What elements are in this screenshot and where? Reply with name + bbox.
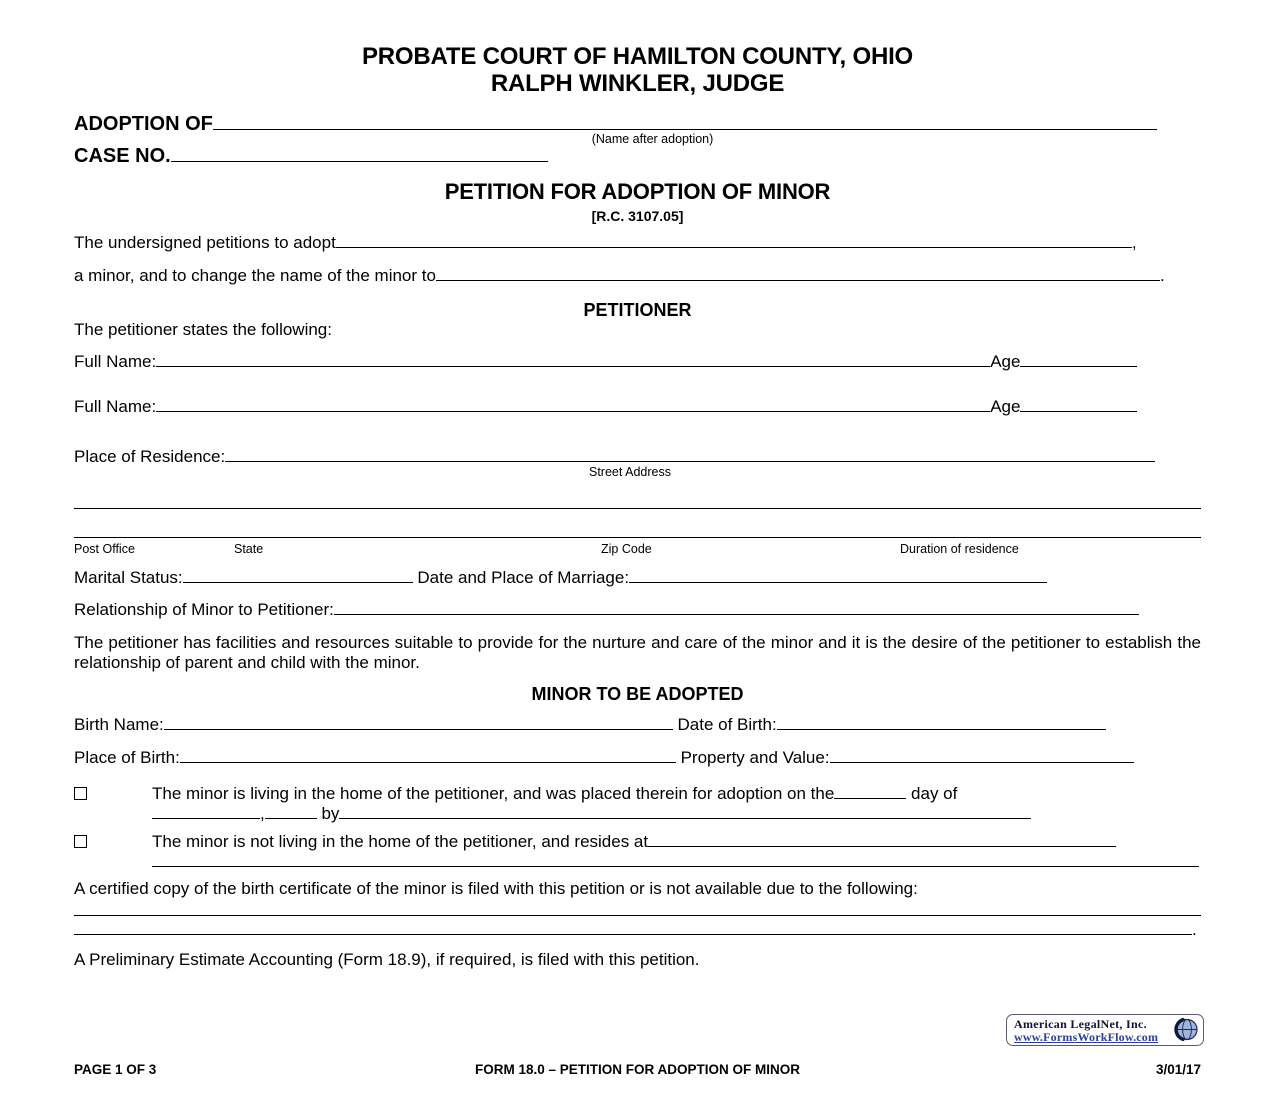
relationship-field[interactable] (334, 600, 1139, 615)
logo-website-url[interactable]: www.FormsWorkFlow.com (1014, 1030, 1159, 1044)
checkbox-not-living-label: The minor is not living in the home of the petitioner, and resides at (152, 832, 649, 851)
footer-date: 3/01/17 (1155, 1062, 1201, 1077)
address-line-3-rule[interactable] (74, 537, 1201, 538)
age-label-2: Age (990, 397, 1021, 416)
day-field[interactable] (834, 784, 906, 799)
marital-status-label: Marital Status: (74, 568, 183, 587)
marriage-field[interactable] (629, 568, 1047, 583)
resides-at-field-line1[interactable] (648, 832, 1116, 847)
relationship-label: Relationship of Minor to Petitioner: (74, 600, 334, 619)
american-legalnet-logo (1006, 1014, 1204, 1046)
property-value-label: Property and Value: (680, 748, 830, 767)
checkbox-living-part3: , (260, 804, 265, 824)
address-line-2-rule[interactable] (74, 508, 1201, 509)
caption-duration: Duration of residence (900, 542, 1019, 556)
court-header (74, 0, 1201, 98)
address-captions-row (74, 542, 1201, 556)
checkbox-living-part2: day of (911, 784, 958, 803)
full-name-field-2[interactable] (156, 397, 990, 412)
judge-name-line: RALPH WINKLER, JUDGE (490, 69, 785, 97)
caption-state: State (234, 542, 264, 556)
petitioner-section-title: PETITIONER (583, 300, 692, 320)
case-no-label: CASE NO. (74, 145, 171, 167)
name-after-adoption-note: (Name after adoption) (591, 132, 714, 146)
age-field-2[interactable] (1020, 397, 1137, 412)
petitions-to-adopt-label: The undersigned petitions to adopt (74, 233, 336, 252)
document-content (74, 0, 1201, 1100)
new-name-field[interactable] (436, 266, 1160, 281)
year-field[interactable] (265, 804, 317, 819)
states-following-row (74, 320, 1201, 340)
birth-certificate-row (74, 879, 1201, 899)
checkbox-row-not-living[interactable] (74, 832, 1201, 872)
checkbox-living-part4: by (321, 804, 340, 824)
facilities-paragraph-row (74, 633, 1201, 672)
full-name-row-2 (74, 397, 1201, 417)
place-of-birth-row (74, 748, 1201, 768)
logo-company-name: American LegalNet, Inc. (1014, 1017, 1147, 1031)
minor-section-title: MINOR TO BE ADOPTED (531, 684, 744, 704)
full-name-label-2: Full Name: (74, 397, 157, 416)
street-address-note: Street Address (589, 465, 671, 479)
checkbox-living-text (152, 784, 1201, 824)
checkbox-not-living-icon[interactable] (74, 835, 87, 848)
property-value-field[interactable] (830, 748, 1134, 763)
checkbox-row-living[interactable] (74, 784, 1201, 824)
court-name-line: PROBATE COURT OF HAMILTON COUNTY, OHIO (361, 43, 914, 70)
address-line-3[interactable] (74, 537, 1201, 538)
place-of-birth-field[interactable] (180, 748, 676, 763)
resides-at-field-line2[interactable] (152, 852, 1199, 867)
document-citation: [R.C. 3107.05] (591, 208, 684, 224)
place-of-birth-label: Place of Birth: (74, 748, 180, 767)
date-of-birth-label: Date of Birth: (677, 715, 777, 734)
month-field[interactable] (152, 804, 260, 819)
checkbox-living-icon[interactable] (74, 787, 87, 800)
adoption-of-field[interactable] (213, 115, 1157, 130)
date-of-birth-field[interactable] (777, 715, 1106, 730)
case-no-field[interactable] (171, 147, 548, 162)
change-name-label: a minor, and to change the name of the minor to (74, 266, 436, 285)
address-line-2[interactable] (74, 508, 1201, 509)
closing-blank-line-2-rule[interactable] (74, 920, 1192, 935)
document-title-block (74, 179, 1201, 224)
closing-blank-line-1[interactable] (74, 915, 1201, 916)
document-title: PETITION FOR ADOPTION OF MINOR (444, 179, 831, 204)
states-following-label: The petitioner states the following: (74, 320, 332, 339)
age-label-1: Age (990, 352, 1021, 371)
adoption-of-label: ADOPTION OF (74, 113, 213, 135)
caption-zip-code: Zip Code (601, 542, 652, 556)
full-name-label-1: Full Name: (74, 352, 157, 371)
preliminary-estimate-text: A Preliminary Estimate Accounting (Form 18.9), if required, is filed with this petition. (74, 950, 700, 969)
full-name-row-1 (74, 352, 1201, 372)
age-field-1[interactable] (1020, 352, 1137, 367)
checkbox-not-living-text (152, 832, 1201, 872)
place-of-residence-row (74, 447, 1201, 467)
change-name-row (74, 266, 1201, 286)
marital-status-row (74, 568, 1201, 588)
birth-name-label: Birth Name: (74, 715, 164, 734)
name-after-adoption-note-row (74, 133, 1201, 146)
footer-page-number: PAGE 1 OF 3 (74, 1062, 157, 1077)
closing-blank-line-2 (74, 920, 1201, 940)
marriage-label: Date and Place of Marriage: (417, 568, 630, 587)
street-address-field[interactable] (225, 447, 1155, 462)
facilities-paragraph: The petitioner has facilities and resources suitable to provide for the nurture and care of the minor and it is the desire of the petitioner to establish the relationship of parent and child with the minor. (74, 633, 1201, 672)
marital-status-field[interactable] (183, 568, 413, 583)
minor-section-title-row (74, 684, 1201, 705)
street-address-note-row (74, 466, 1201, 479)
birth-name-field[interactable] (164, 715, 673, 730)
petitions-to-adopt-row (74, 233, 1201, 253)
petitioner-section-title-row (74, 300, 1201, 321)
full-name-field-1[interactable] (156, 352, 990, 367)
relationship-row (74, 600, 1201, 620)
caption-post-office: Post Office (74, 542, 135, 556)
footer-form-name: FORM 18.0 – PETITION FOR ADOPTION OF MINOR (474, 1062, 801, 1077)
closing-blank-line-1-rule[interactable] (74, 915, 1201, 916)
birth-name-row (74, 715, 1201, 735)
closing-period: . (1192, 920, 1197, 939)
place-of-residence-label: Place of Residence: (74, 447, 226, 466)
petitions-to-adopt-suffix: , (1131, 233, 1137, 252)
globe-icon (1173, 1017, 1199, 1042)
change-name-suffix: . (1159, 266, 1165, 285)
case-no-row (74, 145, 1201, 168)
preliminary-estimate-row (74, 950, 1201, 970)
adoptee-name-field[interactable] (336, 233, 1132, 248)
checkbox-living-part1: The minor is living in the home of the petitioner, and was placed therein for adoption on the (152, 784, 835, 803)
placed-by-field[interactable] (339, 804, 1031, 819)
birth-certificate-text: A certified copy of the birth certificate of the minor is filed with this petition or is not available due to the following: (74, 879, 918, 898)
